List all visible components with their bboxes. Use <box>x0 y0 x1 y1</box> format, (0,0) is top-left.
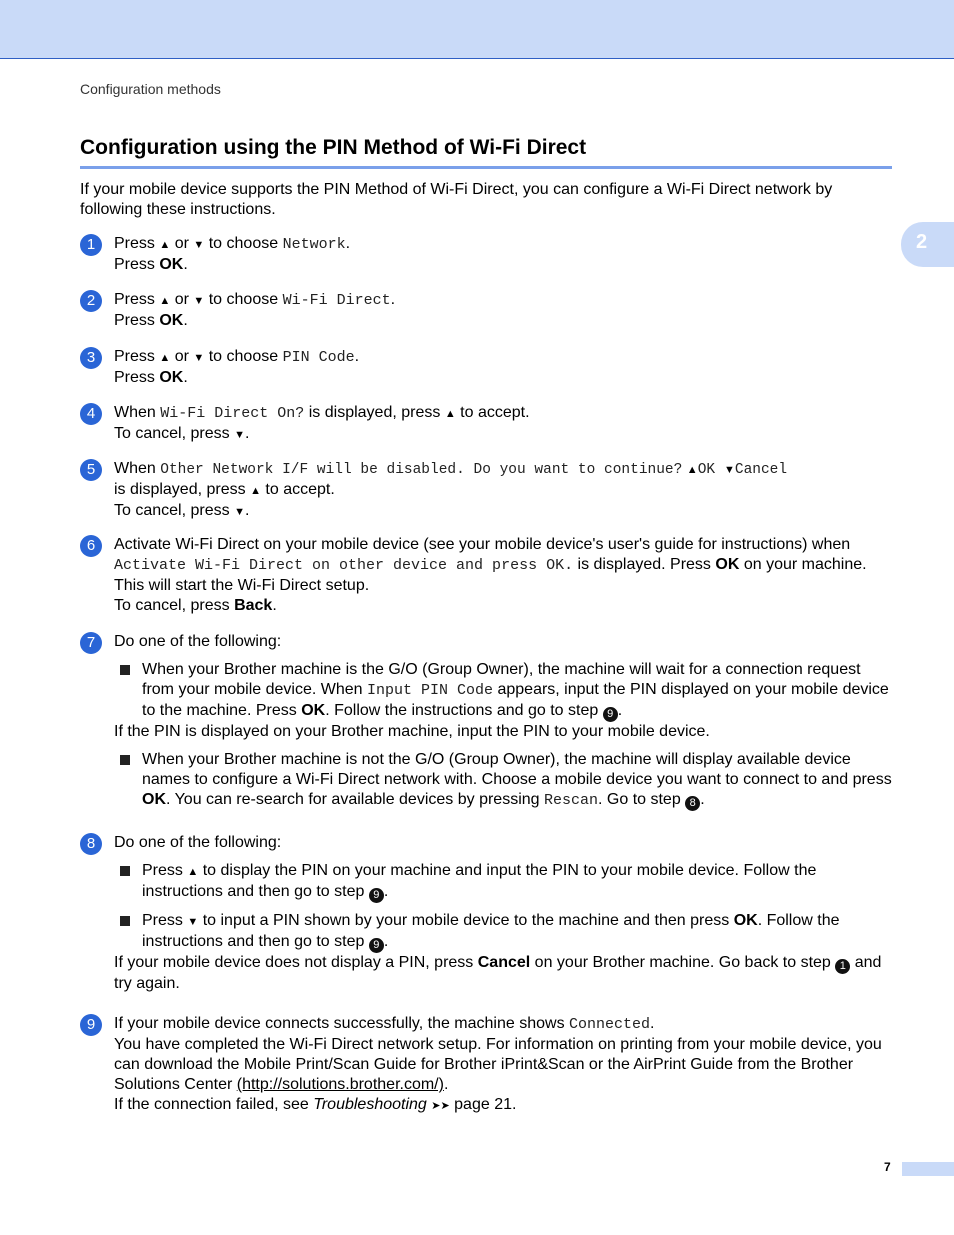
text: . Follow the instructions and then go to step <box>142 912 840 950</box>
ok-key: OK <box>733 912 758 929</box>
text: is displayed, press <box>114 481 246 498</box>
page-title: Configuration using the PIN Method of Wi-Fi Direct <box>80 136 587 159</box>
lcd-text: PIN Code <box>282 349 355 366</box>
step-number: 7 <box>80 632 102 654</box>
down-arrow-icon: ▼ <box>234 429 245 441</box>
text: is displayed. Press <box>577 556 711 573</box>
step-ref[interactable]: 9 <box>369 888 384 903</box>
step-number: 4 <box>80 403 102 425</box>
list-item: Press ▲ to display the PIN on your machine and input the PIN to your mobile device. Follow the instructions and then go to step 9 . <box>120 861 892 903</box>
list-item: Press ▼ to input a PIN shown by your mobile device to the machine and then press OK. Follow the instructions and then go to step 9 . <box>120 911 892 953</box>
list-item: When your Brother machine is the G/O (Group Owner), the machine will wait for a connection request from your mobile device. When Input PIN Code appears, input the PIN displayed on your mobile device to the machine. Press OK. Follow the instructions and go to step 9 . <box>120 660 892 722</box>
text: on your Brother machine. Go back to step <box>534 954 831 971</box>
step-3: 3 Press ▲ or ▼ to choose PIN Code. Press OK. <box>80 347 892 388</box>
text: Do one of the following: <box>114 834 282 851</box>
up-arrow-icon: ▲ <box>187 866 199 878</box>
text: or <box>174 235 189 252</box>
text: appears, input the PIN displayed on your mobile device to the machine. Press <box>142 681 889 719</box>
text: If your mobile device connects successfully, the machine shows <box>114 1015 565 1032</box>
step-ref[interactable]: 9 <box>603 707 618 722</box>
chapter-number: 2 <box>916 231 928 253</box>
lcd-text: Network <box>282 236 346 253</box>
text: or <box>174 348 189 365</box>
ok-key: OK <box>159 369 184 386</box>
note <box>114 953 892 994</box>
text: to accept. <box>460 404 530 421</box>
text: Press <box>114 369 155 386</box>
page-number-bar <box>902 1162 954 1176</box>
step-8 <box>80 833 892 994</box>
up-arrow-icon: ▲ <box>159 352 171 364</box>
step-ref[interactable]: 8 <box>685 796 700 811</box>
lcd-text: Other Network I/F will be disabled. Do you want to continue? <box>160 462 683 478</box>
up-arrow-icon: ▲ <box>159 239 171 251</box>
step-ref[interactable]: 1 <box>835 959 850 974</box>
text: Press <box>114 312 155 329</box>
text: to choose <box>208 348 279 365</box>
text: to display the PIN on your machine and input the PIN to your mobile device. Follow the instructions and then go to step <box>142 862 817 900</box>
intro-paragraph: If your mobile device supports the PIN Method of Wi-Fi Direct, you can configure a Wi-Fi Direct network by following these instructions. <box>80 181 833 218</box>
text: Press <box>114 235 155 252</box>
bullet-square-icon <box>120 916 130 926</box>
troubleshooting-link[interactable]: Troubleshooting <box>313 1096 427 1113</box>
page-reference[interactable]: page 21. <box>454 1096 517 1113</box>
text: To cancel, press <box>114 597 230 614</box>
step-number: 5 <box>80 459 102 481</box>
text: on your machine. This will start the Wi-Fi Direct setup. <box>114 556 867 594</box>
text: When <box>114 404 156 421</box>
step-6: 6 Activate Wi-Fi Direct on your mobile device (see your mobile device's user's guide for instructions) when Activate Wi-Fi Direct on other device and press OK. is displayed. Press OK on your machine. This will start the Wi-Fi Direct setup. To cancel, press Back. <box>80 535 892 616</box>
text: To cancel, press <box>114 502 230 519</box>
up-arrow-icon: ▲ <box>159 295 171 307</box>
text: to input a PIN shown by your mobile device to the machine and then press <box>202 912 730 929</box>
ok-key: OK <box>142 791 166 808</box>
step-number: 2 <box>80 290 102 312</box>
ok-key: OK <box>159 312 184 329</box>
solutions-center-link[interactable]: (http://solutions.brother.com/) <box>236 1076 444 1093</box>
down-arrow-icon: ▼ <box>193 295 205 307</box>
lcd-ok-option: OK <box>697 462 716 478</box>
note: If the PIN is displayed on your Brother machine, input the PIN to your mobile device. <box>114 723 710 740</box>
bullet-square-icon <box>120 665 130 675</box>
text: When <box>114 460 156 477</box>
up-arrow-icon: ▲ <box>686 464 698 476</box>
step-number: 1 <box>80 234 102 256</box>
back-key: Back <box>234 597 273 614</box>
text: To cancel, press <box>114 425 230 442</box>
step-7 <box>80 632 892 811</box>
step-1: 1 Press ▲ or ▼ to choose Network. Press OK. <box>80 234 892 275</box>
cancel-key: Cancel <box>477 954 531 971</box>
text: . Follow the instructions and go to step <box>325 702 599 719</box>
text: to choose <box>208 291 279 308</box>
page-number: 7 <box>884 1160 891 1174</box>
down-arrow-icon: ▼ <box>234 506 245 518</box>
lcd-text: Wi-Fi Direct On? <box>160 405 305 422</box>
ok-key: OK <box>301 702 326 719</box>
text: When your Brother machine is not the G/O (Group Owner), the machine will display available device names to configure a Wi-Fi Direct network with. Choose a mobile device you want to connect to and press <box>142 751 892 788</box>
lcd-text: Input PIN Code <box>366 682 494 699</box>
text: You have completed the Wi-Fi Direct network setup. For information on printing from your mobile device, you can download the Mobile Print/Scan Guide for Brother iPrint&Scan or the AirPrint Guide from the Brother Solutions Center <box>114 1036 882 1093</box>
text: When your Brother machine is the G/O (Group Owner), the machine will wait for a connection request from your mobile device. When <box>142 661 861 698</box>
bullet-square-icon <box>120 866 130 876</box>
text: . Go to step <box>598 791 681 808</box>
step-4: 4 When Wi-Fi Direct On? is displayed, press ▲ to accept. To cancel, press ▼. <box>80 403 892 445</box>
text: to accept. <box>265 481 335 498</box>
text: to choose <box>208 235 279 252</box>
step-9: 9 If your mobile device connects successfully, the machine shows Connected. You have completed the Wi-Fi Direct network setup. For information on printing from your mobile device, you can download the Mobile Print/Scan Guide for Brother iPrint&Scan or the AirPrint Guide from the Brother Solutions Center (http://solutions.brother.com/). If the connection failed, see Troubleshooting ➤➤ page 21. <box>80 1014 892 1116</box>
text: Press <box>142 862 183 879</box>
text: Press <box>114 256 155 273</box>
text: Press <box>114 348 155 365</box>
text: Press <box>142 912 183 929</box>
step-number: 3 <box>80 347 102 369</box>
down-arrow-icon: ▼ <box>193 352 205 364</box>
ok-key: OK <box>159 256 184 273</box>
lcd-text: Wi-Fi Direct <box>282 292 391 309</box>
lcd-text: Activate Wi-Fi Direct on other device and press OK. <box>114 557 574 574</box>
down-arrow-icon: ▼ <box>723 464 735 476</box>
step-number: 8 <box>80 833 102 855</box>
lcd-text: Rescan <box>544 792 599 809</box>
down-arrow-icon: ▼ <box>187 916 199 928</box>
up-arrow-icon: ▲ <box>444 408 456 420</box>
step-number: 9 <box>80 1014 102 1036</box>
text: If your mobile device does not display a PIN, press <box>114 954 474 971</box>
text: and try again. <box>114 954 882 992</box>
chapter-tab[interactable] <box>901 222 954 267</box>
text: If the connection failed, see <box>114 1096 309 1113</box>
text: . You can re-search for available devices by pressing <box>166 791 540 808</box>
double-arrow-icon: ➤➤ <box>431 1100 450 1112</box>
text: Activate Wi-Fi Direct on your mobile device (see your mobile device's user's guide for instructions) when <box>114 536 851 553</box>
breadcrumb: Configuration methods <box>80 81 221 97</box>
lcd-text: Connected <box>569 1016 651 1033</box>
up-arrow-icon: ▲ <box>250 485 261 497</box>
ok-key: OK <box>715 556 740 573</box>
text: Press <box>114 291 155 308</box>
step-ref[interactable]: 9 <box>369 938 384 953</box>
step-number: 6 <box>80 535 102 557</box>
lcd-cancel-option: Cancel <box>734 462 788 478</box>
text: or <box>174 291 189 308</box>
list-item: When your Brother machine is not the G/O (Group Owner), the machine will display available device names to configure a Wi-Fi Direct network with. Choose a mobile device you want to connect to and press OK. You can re-search for available devices by pressing Rescan. Go to step 8 . <box>120 750 892 811</box>
step-2: 2 Press ▲ or ▼ to choose Wi-Fi Direct. Press OK. <box>80 290 892 331</box>
header-band <box>0 0 954 59</box>
down-arrow-icon: ▼ <box>193 239 205 251</box>
step-5: 5 When Other Network I/F will be disabled. Do you want to continue? ▲OK ▼Cancel is displayed, press ▲ to accept. To cancel, press ▼. <box>80 459 892 522</box>
bullet-square-icon <box>120 755 130 765</box>
text: is displayed, press <box>308 404 441 421</box>
title-rule <box>80 166 892 169</box>
text: Do one of the following: <box>114 633 282 650</box>
